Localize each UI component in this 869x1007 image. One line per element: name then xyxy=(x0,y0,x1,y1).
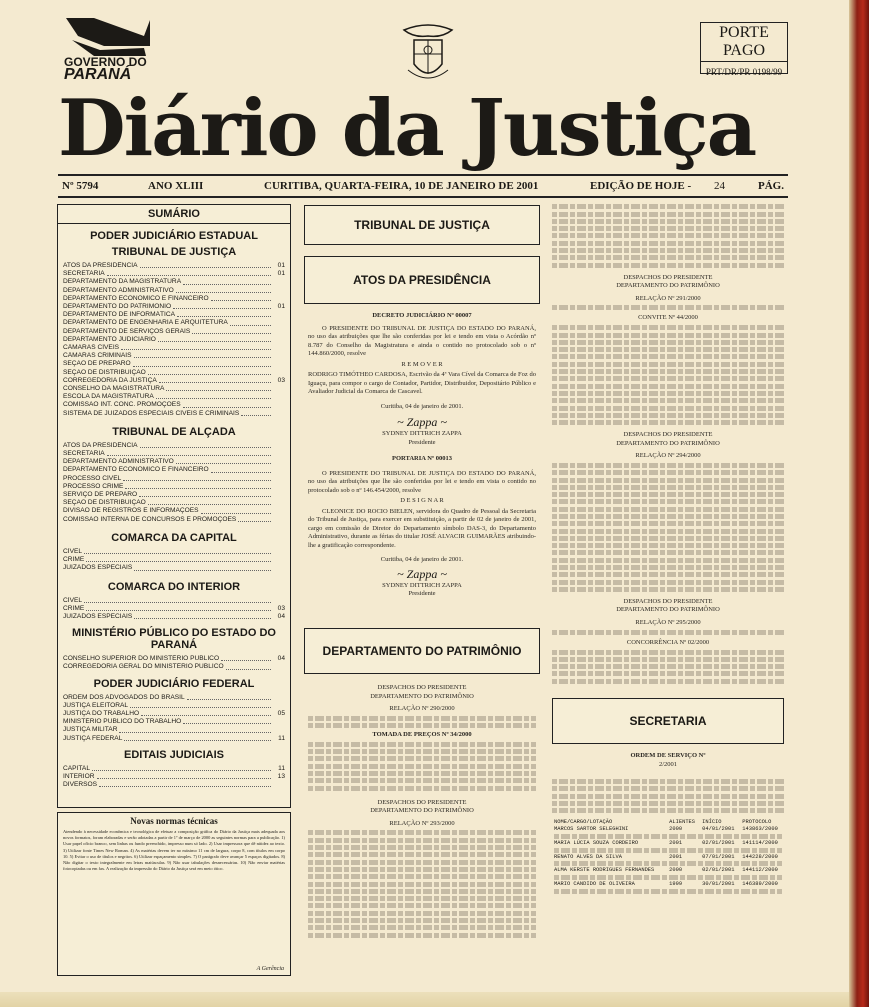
summary-entry xyxy=(58,319,290,327)
despachos-heading: DESPACHOS DO PRESIDENTE xyxy=(623,431,713,439)
summary-section-heading: PODER JUDICIÁRIO FEDERAL xyxy=(93,677,255,690)
decreto-block xyxy=(308,312,536,599)
summary-entry xyxy=(58,710,290,718)
table-cell: 144228/2000 xyxy=(742,853,778,860)
binder-spine xyxy=(849,0,869,1007)
summary-entry-page xyxy=(273,663,285,671)
notes-text: Atendendo à necessidade econômica e tecnológica de efetuar a composição gráfica do Diário da Justiça mais adequada aos novos formatos, foram elaboradas e serão adotadas a partir de 1º de março de 2000 as seguintes normas para a publicação. 1) Usar papel ofício branco, sem linhas ou fundo preenchido, impresso num só lado. 2) Usar impressora que dê nitidez ao texto. 3) Utilizar fonte Times New Roman. 4) As matérias devem ter no máximo 11 cm de largura, corpo 8, com títulos em corpo 10. 5) Evitar o uso de títulos e negritos. 6) Utilizar espaçamento simples. 7) O parágrafo deve avançar 5 espaços digitados. 8) Não digitar o texto integralmente em letras maiúsculas. 9) Não usar tabulações desnecessárias. 10) Não enviar matérias fotocopiadas ou em fax. A realização da impressão do Diário da Justiça será em meio ótico. xyxy=(63,829,285,872)
summary-entry-label: CÍVEL xyxy=(63,547,83,555)
notes-title: Novas normas técnicas xyxy=(130,816,218,826)
summary-entry-page: 13 xyxy=(277,772,285,780)
dot-leader xyxy=(121,344,271,350)
summary-entry xyxy=(58,605,290,613)
summary-entry xyxy=(58,694,290,702)
dot-leader xyxy=(107,450,271,456)
summary-entry-page xyxy=(273,507,285,515)
despachos-subheading: DEPARTAMENTO DO PATRIMÔNIO xyxy=(616,282,720,290)
summary-entry xyxy=(58,564,290,572)
dot-leader xyxy=(125,483,271,489)
summary-section-heading: TRIBUNAL DE ALÇADA xyxy=(112,425,236,438)
summary-entry-label: DIVISÃO DE REGISTROS E INFORMAÇÕES xyxy=(63,507,199,515)
dot-leader xyxy=(99,781,271,787)
summary-entry-page: 05 xyxy=(277,709,285,717)
summary-entry-page xyxy=(273,475,285,483)
summary-entry xyxy=(58,773,290,781)
newspaper-title: Diário da Justiça xyxy=(58,83,756,174)
summary-list xyxy=(58,597,290,622)
summary-entry-label: CÂMARAS CÍVEIS xyxy=(63,344,120,352)
summary-entry xyxy=(58,262,290,270)
portaria-heading: PORTARIA Nº 00013 xyxy=(392,455,452,462)
summary-entry xyxy=(58,442,290,450)
summary-entry-page: 04 xyxy=(277,655,285,663)
issue-number: Nº 5794 xyxy=(62,180,99,192)
despachos-heading: DESPACHOS DO PRESIDENTE xyxy=(623,597,713,605)
logo-text-top: GOVERNO DO xyxy=(64,55,147,69)
ordem-year: 2/2001 xyxy=(658,760,678,768)
table-header-row xyxy=(552,819,784,826)
despachos-subheading: DEPARTAMENTO DO PATRIMÔNIO xyxy=(370,807,474,815)
summary-entry-label: CORREGEDORIA DA JUSTIÇA xyxy=(63,376,157,384)
dot-leader xyxy=(192,328,271,334)
summary-entry xyxy=(58,475,290,483)
summary-entry-label: SEÇÃO DE PREPARO xyxy=(63,360,131,368)
relacao-label: RELAÇÃO Nº 290/2000 xyxy=(389,705,455,712)
summary-list xyxy=(58,262,290,418)
relacao-label: RELAÇÃO Nº 291/2000 xyxy=(635,294,701,302)
summary-entry-page xyxy=(273,781,285,789)
summary-entry-page: 11 xyxy=(278,734,285,742)
table-cell: RENATO ALVES DA SILVA xyxy=(554,853,622,860)
table-header-cell: NOME/CARGO/LOTAÇÃO xyxy=(554,819,613,826)
section-box-secretaria: SECRETARIA xyxy=(552,698,784,744)
summary-section-heading: COMARCA DO INTERIOR xyxy=(107,580,241,593)
summary-entry-label: CORREGEDORIA GERAL DO MINISTÉRIO PÚBLICO xyxy=(63,663,224,671)
dot-leader xyxy=(158,336,271,342)
despachos-subheading: DEPARTAMENTO DO PATRIMÔNIO xyxy=(370,692,474,700)
notes-box xyxy=(57,812,291,976)
summary-entry xyxy=(58,295,290,303)
issue-year: ANO XLIII xyxy=(148,180,204,192)
dot-leader xyxy=(86,605,271,611)
summary-section-heading: MINISTÉRIO PÚBLICO DO ESTADO DO PARANÁ xyxy=(72,627,276,652)
dot-leader xyxy=(241,410,271,416)
summary-entry-page: 04 xyxy=(277,612,285,620)
table-row xyxy=(552,840,784,847)
summary-entry-label: SEÇÃO DE DISTRIBUIÇÃO xyxy=(63,368,146,376)
summary-entry-page: 01 xyxy=(277,303,285,311)
dot-leader xyxy=(183,718,271,724)
designar-text: CLEONICE DO ROCIO BIELEN, servidora do Quadro de Pessoal da Secretaria do Tribunal de Justiça, para exercer em substituição, a partir de 02 de janeiro de 2001, cargo em comissão de Diretor do Departamento símbolo DAS-3, do Departamento Administrativo, durante as férias do titular JOSÉ ALVACIR GUIMARÃES atribuindo-lhe a gratificação correspondente. xyxy=(308,507,536,549)
summary-list xyxy=(58,655,290,671)
dot-leader xyxy=(156,393,271,399)
summary-entry-page: 03 xyxy=(277,604,285,612)
summary-entry xyxy=(58,613,290,621)
summary-entry-label: CÂMARAS CRIMINAIS xyxy=(63,352,132,360)
summary-entry-page xyxy=(273,311,285,319)
summary-entry-page: 01 xyxy=(277,270,285,278)
dot-leader xyxy=(92,765,271,771)
table-cell: MARIA LÚCIA SOUZA CORDEIRO xyxy=(554,839,639,846)
summary-entry-page xyxy=(273,483,285,491)
summary-entry-label: COMISSÃO INT. CONC. PROMOÇÕES xyxy=(63,401,181,409)
summary-entry-label: JUSTIÇA FEDERAL xyxy=(63,734,123,742)
section-box-atos: ATOS DA PRESIDÊNCIA xyxy=(304,256,540,304)
notes-signature: A Gerência xyxy=(256,966,284,972)
dot-leader xyxy=(134,352,271,358)
summary-section-heading: COMARCA DA CAPITAL xyxy=(111,531,237,544)
table-cell: 146389/2000 xyxy=(742,881,778,888)
summary-entry-label: JUSTIÇA DO TRABALHO xyxy=(63,709,140,717)
issue-date: CURITIBA, QUARTA-FEIRA, 10 DE JANEIRO DE 2001 xyxy=(264,180,539,192)
convite-label: CONVITE Nº 44/2000 xyxy=(638,314,698,322)
table-cell: 02/01/2001 xyxy=(702,839,735,846)
summary-entry-page xyxy=(273,336,285,344)
summary-entry xyxy=(58,597,290,605)
dot-leader xyxy=(183,278,271,284)
summary-box xyxy=(57,204,291,808)
summary-entry xyxy=(58,718,290,726)
dot-leader xyxy=(133,360,271,366)
stamp-title: PORTE PAGO xyxy=(701,23,787,62)
summary-entry xyxy=(58,765,290,773)
summary-entry-page xyxy=(273,287,285,295)
summary-entry-label: PROCESSO CRIME xyxy=(63,482,124,490)
table-row xyxy=(552,826,784,833)
summary-entry xyxy=(58,548,290,556)
section-box-tribunal: TRIBUNAL DE JUSTIÇA xyxy=(304,205,540,245)
dot-leader xyxy=(238,516,271,522)
summary-entry-label: DEPARTAMENTO DA MAGISTRATURA xyxy=(63,278,182,286)
table-header-cell: INÍCIO xyxy=(702,819,722,826)
summary-entry xyxy=(58,287,290,295)
concorrencia-label: CONCORRÊNCIA Nº 02/2000 xyxy=(626,638,710,646)
summary-entry-label: INTERIOR xyxy=(63,772,95,780)
despachos-heading: DESPACHOS DO PRESIDENTE xyxy=(623,273,713,281)
summary-entry-page xyxy=(273,385,285,393)
summary-entry-label: DEPARTAMENTO DE SERVIÇOS GERAIS xyxy=(63,327,191,335)
secretaria-block xyxy=(552,752,784,895)
dot-leader xyxy=(211,295,271,301)
signature-scribble-icon: ~ Zappa ~ xyxy=(397,566,447,581)
summary-entry xyxy=(58,369,290,377)
table-header-cell: PROTOCOLO xyxy=(742,819,772,826)
coat-of-arms-icon xyxy=(398,20,458,90)
summary-entry-page xyxy=(273,556,285,564)
summary-entry-page: 11 xyxy=(278,764,285,772)
table-row xyxy=(552,854,784,861)
table-cell: 2001 xyxy=(669,839,683,846)
porte-pago-stamp xyxy=(700,22,788,77)
dot-leader xyxy=(176,287,271,293)
table-cell: MARIO CANDIDO DE OLIVEIRA xyxy=(554,881,635,888)
dot-leader xyxy=(201,507,271,513)
summary-entry-page xyxy=(273,360,285,368)
summary-entry xyxy=(58,507,290,515)
dot-leader xyxy=(123,475,271,481)
summary-entry-page xyxy=(273,516,285,524)
summary-entry-page xyxy=(273,564,285,572)
summary-entry-page xyxy=(273,694,285,702)
summary-entry-page xyxy=(273,450,285,458)
table-cell: 02/01/2001 xyxy=(702,867,735,874)
dot-leader xyxy=(86,556,271,562)
dot-leader xyxy=(84,597,271,603)
summary-entry xyxy=(58,344,290,352)
remover-label: R E M O V E R xyxy=(401,360,443,368)
dot-leader xyxy=(141,710,271,716)
dot-leader xyxy=(119,726,271,732)
table-cell: 143863/2000 xyxy=(742,825,778,832)
summary-entry-label: CONSELHO DA MAGISTRATURA xyxy=(63,385,165,393)
dot-leader xyxy=(159,377,271,383)
table-header-cell: ALIENTES xyxy=(669,819,696,826)
summary-title: SUMÁRIO xyxy=(58,205,290,224)
dot-leader xyxy=(134,613,271,619)
summary-entry xyxy=(58,270,290,278)
dot-leader xyxy=(230,319,271,325)
summary-entry-page xyxy=(273,442,285,450)
summary-entry-label: CAPITAL xyxy=(63,764,90,772)
summary-entry-label: CRIME xyxy=(63,556,85,564)
summary-entry-label: JUSTIÇA MILITAR xyxy=(63,726,118,734)
summary-entry-label: CONSELHO SUPERIOR DO MINISTÉRIO PÚBLICO xyxy=(63,655,220,663)
despachos-heading: DESPACHOS DO PRESIDENTE xyxy=(377,684,467,691)
table-cell: 07/01/2001 xyxy=(702,853,735,860)
dot-leader xyxy=(166,385,271,391)
summary-entry-page xyxy=(273,344,285,352)
summary-entry-label: JUIZADOS ESPECIAIS xyxy=(63,612,133,620)
summary-entry xyxy=(58,410,290,418)
summary-entry-label: DEPARTAMENTO ECONÔMICO E FINANCEIRO xyxy=(63,294,209,302)
relacao-label: RELAÇÃO Nº 293/2000 xyxy=(389,819,455,827)
table-cell: 2000 xyxy=(669,825,683,832)
relacao-label: RELAÇÃO Nº 294/2000 xyxy=(635,452,701,460)
summary-list xyxy=(58,548,290,573)
summary-section-heading: TRIBUNAL DE JUSTIÇA xyxy=(111,246,237,258)
summary-entry-label: CRIME xyxy=(63,604,85,612)
dot-leader xyxy=(107,270,271,276)
table-cell: 2000 xyxy=(669,867,683,874)
summary-entry xyxy=(58,491,290,499)
summary-entry-label: DEPARTAMENTO ECONÔMICO E FINANCEIRO xyxy=(63,466,209,474)
decreto-date: Curitiba, 04 de janeiro de 2001. xyxy=(380,402,464,410)
summary-entry-label: DEPARTAMENTO DE INFORMÁTICA xyxy=(63,311,175,319)
signer-role: Presidente xyxy=(408,590,436,597)
dot-leader xyxy=(211,466,271,472)
dot-leader xyxy=(173,303,271,309)
summary-entry xyxy=(58,702,290,710)
summary-entry-page xyxy=(273,393,285,401)
table-cell: 2001 xyxy=(669,853,683,860)
portaria-date: Curitiba, 04 de janeiro de 2001. xyxy=(380,556,464,563)
summary-entry xyxy=(58,311,290,319)
section-box-patrimonio: DEPARTAMENTO DO PATRIMÔNIO xyxy=(304,628,540,674)
table-cell: MARCOS SARTOR SELEGHINI xyxy=(554,825,629,832)
summary-entry xyxy=(58,556,290,564)
portaria-text: O PRESIDENTE DO TRIBUNAL DE JUSTIÇA DO ESTADO DO PARANÁ, no uso das atribuições que lhe são conferidas por lei e tendo em vista o contido no protocolado sob o nº 146.454/2000, resolve xyxy=(308,469,536,494)
dot-leader xyxy=(183,401,271,407)
decreto-heading: DECRETO JUDICIÁRIO Nº 00007 xyxy=(372,312,472,319)
summary-entry-label: ATOS DA PRESIDÊNCIA xyxy=(63,262,138,269)
dot-leader xyxy=(176,458,271,464)
patrimonio-block xyxy=(308,684,536,940)
dot-leader xyxy=(187,694,271,700)
summary-entry-page xyxy=(273,548,285,556)
despachos-heading: DESPACHOS DO PRESIDENTE xyxy=(377,798,467,806)
summary-entry xyxy=(58,377,290,385)
summary-entry-label: DIVERSOS xyxy=(63,781,98,789)
summary-entry-label: ORDEM DOS ADVOGADOS DO BRASIL xyxy=(63,693,185,701)
signature-scribble-icon: ~ Zappa ~ xyxy=(397,415,447,429)
signer-name: SYDNEY DITTRICH ZAPPA xyxy=(382,430,462,437)
table-body xyxy=(552,826,784,895)
dot-leader xyxy=(84,548,271,554)
summary-section-heading: EDITAIS JUDICIAIS xyxy=(123,748,225,761)
summary-entry-label: SISTEMA DE JUIZADOS ESPECIAIS CÍVEIS E CRIMINAIS xyxy=(63,409,240,417)
summary-entry-page xyxy=(273,319,285,327)
stamp-subtitle: PRT/DR/PR 0198/99 xyxy=(705,67,783,77)
summary-entry xyxy=(58,466,290,474)
summary-entry-label: DEPARTAMENTO ADMINISTRATIVO xyxy=(63,458,174,466)
summary-entry-page xyxy=(273,401,285,409)
summary-entry xyxy=(58,450,290,458)
dot-leader xyxy=(221,655,271,661)
summary-entry-page xyxy=(273,466,285,474)
summary-entry xyxy=(58,516,290,524)
summary-entry xyxy=(58,303,290,311)
summary-entry xyxy=(58,328,290,336)
summary-entry xyxy=(58,393,290,401)
dot-leader xyxy=(124,735,271,741)
masthead-rule-top xyxy=(58,174,788,176)
vacation-table xyxy=(552,819,784,895)
summary-entry-page xyxy=(273,491,285,499)
summary-entry-page xyxy=(273,726,285,734)
page-bottom-edge xyxy=(0,992,849,1007)
summary-entry-label: SEÇÃO DE DISTRIBUIÇÃO xyxy=(63,499,146,507)
dot-leader xyxy=(226,663,271,669)
dot-leader xyxy=(140,262,271,268)
summary-entry-page: 01 xyxy=(277,262,285,269)
summary-entry xyxy=(58,336,290,344)
summary-list xyxy=(58,694,290,743)
summary-entry-label: SECRETARIA xyxy=(63,270,105,278)
table-cell: 141114/2000 xyxy=(742,839,778,846)
summary-entry-label: PROCESSO CÍVEL xyxy=(63,474,122,482)
summary-entry xyxy=(58,726,290,734)
summary-entry-page xyxy=(273,295,285,303)
dot-leader xyxy=(140,442,271,448)
decreto-text: O PRESIDENTE DO TRIBUNAL DE JUSTIÇA DO ESTADO DO PARANÁ, no uso das atribuições que lhe são conferidas por lei e tendo em vista o Acórdão nº 8.787 do Conselho da Magistratura e ainda o contido no protocolado sob o nº 144.860/2000, resolve xyxy=(308,324,536,357)
signer-name: SYDNEY DITTRICH ZAPPA xyxy=(382,581,462,589)
summary-entry-label: ESCOLA DA MAGISTRATURA xyxy=(63,393,154,401)
logo-text-bottom: PARANÁ xyxy=(64,66,132,83)
summary-entry-page xyxy=(273,718,285,726)
summary-entry xyxy=(58,499,290,507)
summary-entry-page xyxy=(273,278,285,286)
table-row xyxy=(552,867,784,874)
summary-entry-label: CÍVEL xyxy=(63,596,83,604)
summary-entry-label: DEPARTAMENTO DO PATRIMÔNIO xyxy=(63,303,172,311)
summary-entry xyxy=(58,655,290,663)
summary-entry-label: ATOS DA PRESIDÊNCIA xyxy=(63,441,138,449)
table-cell: ALMA KERSTE RODRIGUES FERNANDES xyxy=(554,867,655,874)
summary-entry-label: COMISSÃO INTERNA DE CONCURSOS E PROMOÇÕES xyxy=(63,515,237,523)
table-cell: 04/01/2001 xyxy=(702,825,735,832)
summary-entry xyxy=(58,401,290,409)
dot-leader xyxy=(97,773,271,779)
signer-role: Presidente xyxy=(408,438,436,446)
summary-entry-page xyxy=(273,328,285,336)
remover-text: RODRIGO TIMÓTHEO CARDOSA, Escrivão da 4ª Vara Cível da Comarca de Foz do Iguaçu, para compor o cargo de Contador, Partidor, Distribuidor, Depositário Público e Avaliador Judicial da Comarca de Cascavel. xyxy=(308,371,536,395)
summary-entry-page xyxy=(273,702,285,710)
dot-leader xyxy=(148,499,271,505)
dot-leader xyxy=(148,369,271,375)
pages-label: PÁG. xyxy=(758,180,784,192)
dot-leader xyxy=(139,491,271,497)
summary-entry xyxy=(58,781,290,789)
despachos-subheading: DEPARTAMENTO DO PATRIMÔNIO xyxy=(616,439,720,447)
summary-entry xyxy=(58,458,290,466)
summary-entry-label: DEPARTAMENTO DE ENGENHARIA E ARQUITETURA xyxy=(63,319,228,327)
summary-entry-page xyxy=(273,597,285,605)
summary-entry-label: MINISTÉRIO PÚBLICO DO TRABALHO xyxy=(63,718,182,726)
summary-entry-label: SERVIÇO DE PREPARO xyxy=(63,491,138,499)
summary-entry xyxy=(58,663,290,671)
summary-entry-label: JUSTIÇA ELEITORAL xyxy=(63,701,129,709)
summary-entry-page: 03 xyxy=(277,376,285,384)
summary-entry xyxy=(58,352,290,360)
summary-section-heading: PODER JUDICIÁRIO ESTADUAL xyxy=(90,230,258,242)
tomada-label: TOMADA DE PREÇOS Nº 34/2000 xyxy=(372,731,472,739)
summary-entry-page xyxy=(273,352,285,360)
dot-leader xyxy=(130,702,271,708)
relacao-label: RELAÇÃO Nº 295/2000 xyxy=(635,618,701,626)
summary-entry-page xyxy=(273,499,285,507)
dot-leader xyxy=(177,311,271,317)
table-cell: 30/01/2001 xyxy=(702,881,735,888)
summary-entry xyxy=(58,483,290,491)
summary-entry xyxy=(58,385,290,393)
table-cell: 1999 xyxy=(669,881,683,888)
table-row xyxy=(552,881,784,888)
summary-entry-label: DEPARTAMENTO JUDICIÁRIO xyxy=(63,335,156,343)
page-count: 24 xyxy=(714,180,725,192)
edition-label: EDIÇÃO DE HOJE - xyxy=(590,180,692,192)
summary-entry xyxy=(58,278,290,286)
table-cell: 144112/2000 xyxy=(742,867,778,874)
summary-list xyxy=(58,442,290,524)
summary-list xyxy=(58,765,290,790)
summary-entry-page xyxy=(273,458,285,466)
summary-entry-label: SECRETARIA xyxy=(63,450,105,458)
summary-entry-page xyxy=(273,369,285,377)
summary-entry xyxy=(58,360,290,368)
ordem-label: ORDEM DE SERVIÇO Nº xyxy=(630,752,706,759)
designar-label: D E S I G N A R xyxy=(400,497,444,504)
masthead-rule-bottom xyxy=(58,196,788,198)
summary-entry-label: DEPARTAMENTO ADMINISTRATIVO xyxy=(63,286,174,294)
summary-entry-page xyxy=(273,410,285,418)
summary-entry xyxy=(58,735,290,743)
column-three xyxy=(552,202,784,686)
despachos-subheading: DEPARTAMENTO DO PATRIMÔNIO xyxy=(616,606,720,614)
dot-leader xyxy=(134,564,271,570)
summary-entry-label: JUIZADOS ESPECIAIS xyxy=(63,564,133,572)
